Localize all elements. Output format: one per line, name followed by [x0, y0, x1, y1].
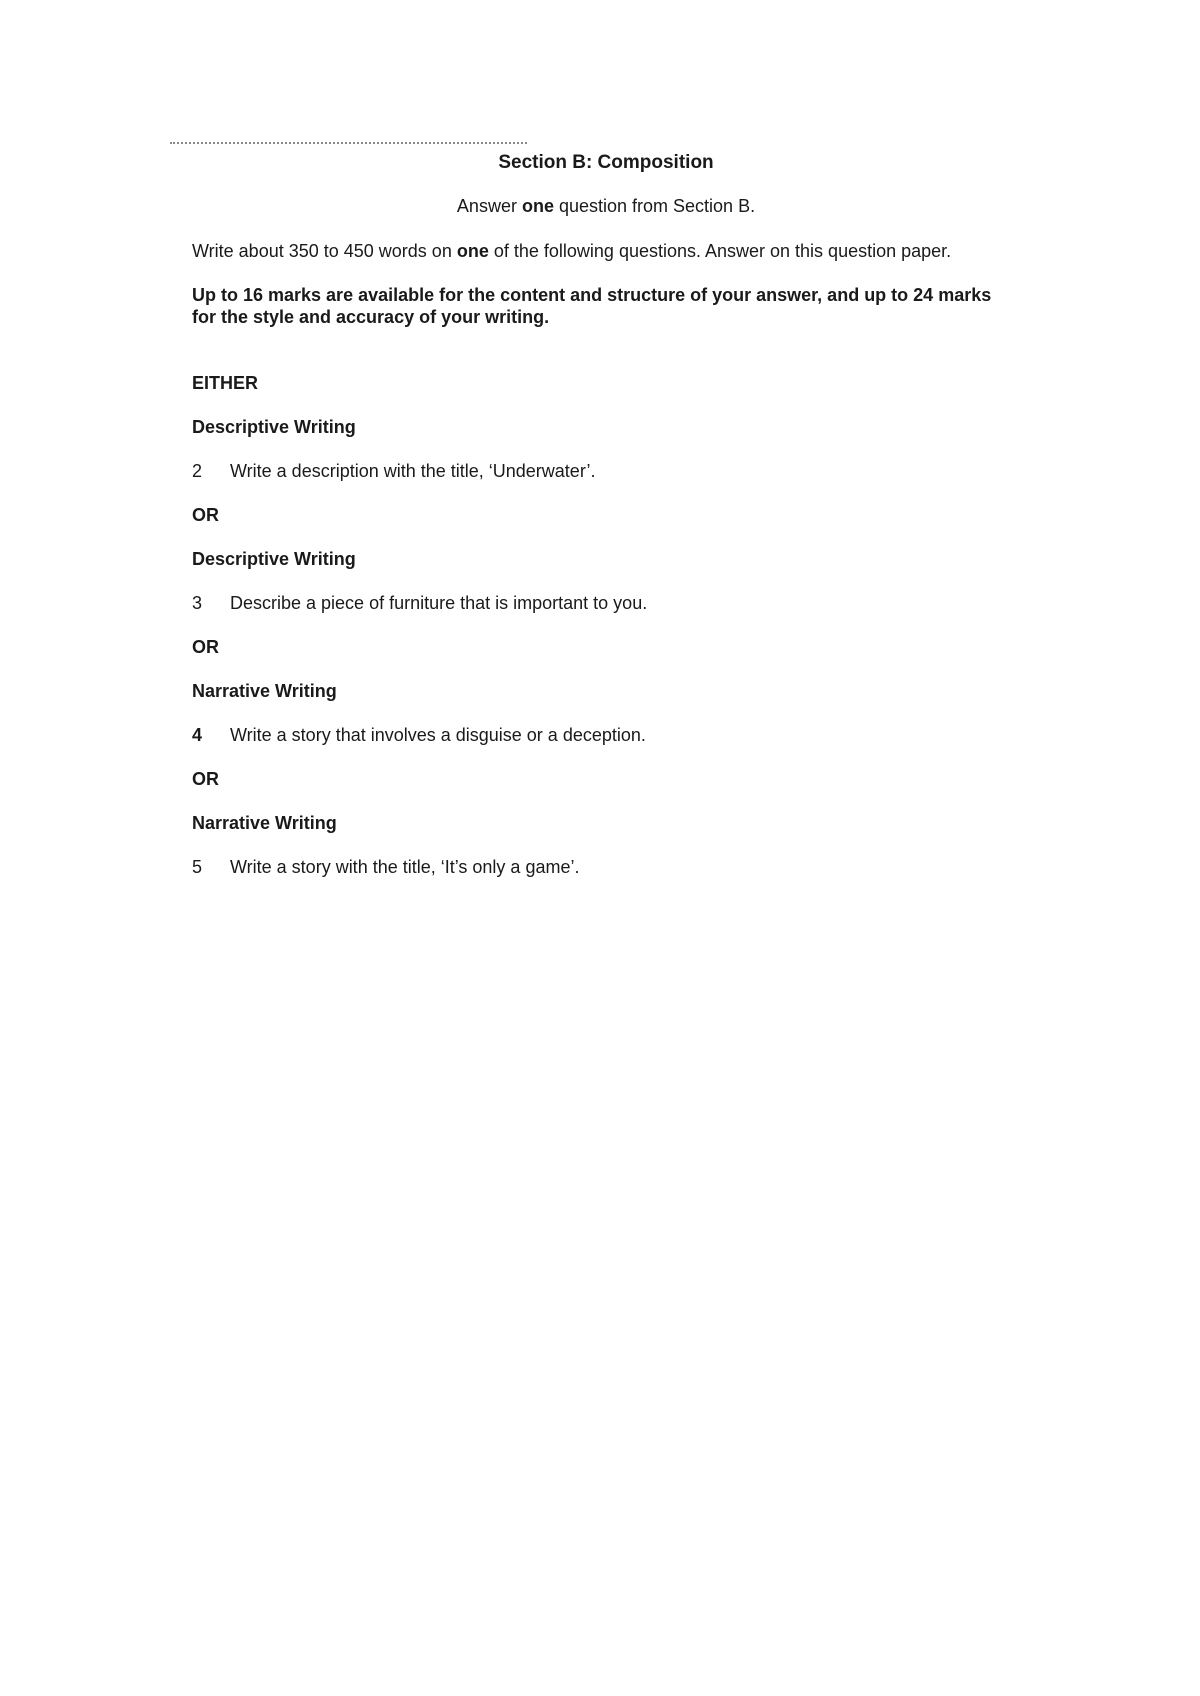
words-bold: one	[456, 241, 489, 261]
question-category: Descriptive Writing	[192, 549, 356, 569]
either-label: EITHER	[192, 373, 259, 393]
question-text: Describe a piece of furniture that is important to you.	[230, 593, 648, 613]
marks-line-1: Up to 16 marks are available for the content and structure of your answer, and up to 24 marks	[192, 285, 992, 305]
answer-bold: one	[521, 196, 554, 216]
or-separator: OR	[192, 769, 219, 789]
question-category: Narrative Writing	[192, 813, 337, 833]
or-separator: OR	[192, 505, 219, 525]
words-suffix: of the following questions. Answer on this question paper.	[488, 241, 952, 261]
question-category: Narrative Writing	[192, 681, 337, 701]
word-count-instruction	[192, 240, 1042, 262]
question-number: 2	[192, 461, 203, 481]
question-item	[192, 592, 1042, 614]
question-category: Descriptive Writing	[192, 417, 356, 437]
question-number: 5	[192, 857, 203, 877]
question-number: 3	[192, 593, 203, 613]
answer-prefix: Answer	[456, 196, 522, 216]
marks-instruction	[192, 284, 1042, 328]
question-text: Write a story with the title, ‘It’s only a game’.	[230, 857, 580, 877]
question-text: Write a description with the title, ‘Underwater’.	[230, 461, 596, 481]
header-rule	[170, 142, 527, 144]
question-number: 4	[192, 725, 203, 745]
question-item	[192, 724, 1042, 746]
words-prefix: Write about 350 to 450 words on	[192, 241, 457, 261]
marks-line-2: for the style and accuracy of your writing.	[192, 307, 550, 327]
question-item	[192, 460, 1042, 482]
question-text: Write a story that involves a disguise or a deception.	[230, 725, 646, 745]
question-item	[192, 856, 1042, 878]
answer-instruction	[0, 196, 1200, 217]
answer-suffix: question from Section B.	[553, 196, 756, 216]
section-title: Section B: Composition	[498, 152, 714, 173]
or-separator: OR	[192, 637, 219, 657]
